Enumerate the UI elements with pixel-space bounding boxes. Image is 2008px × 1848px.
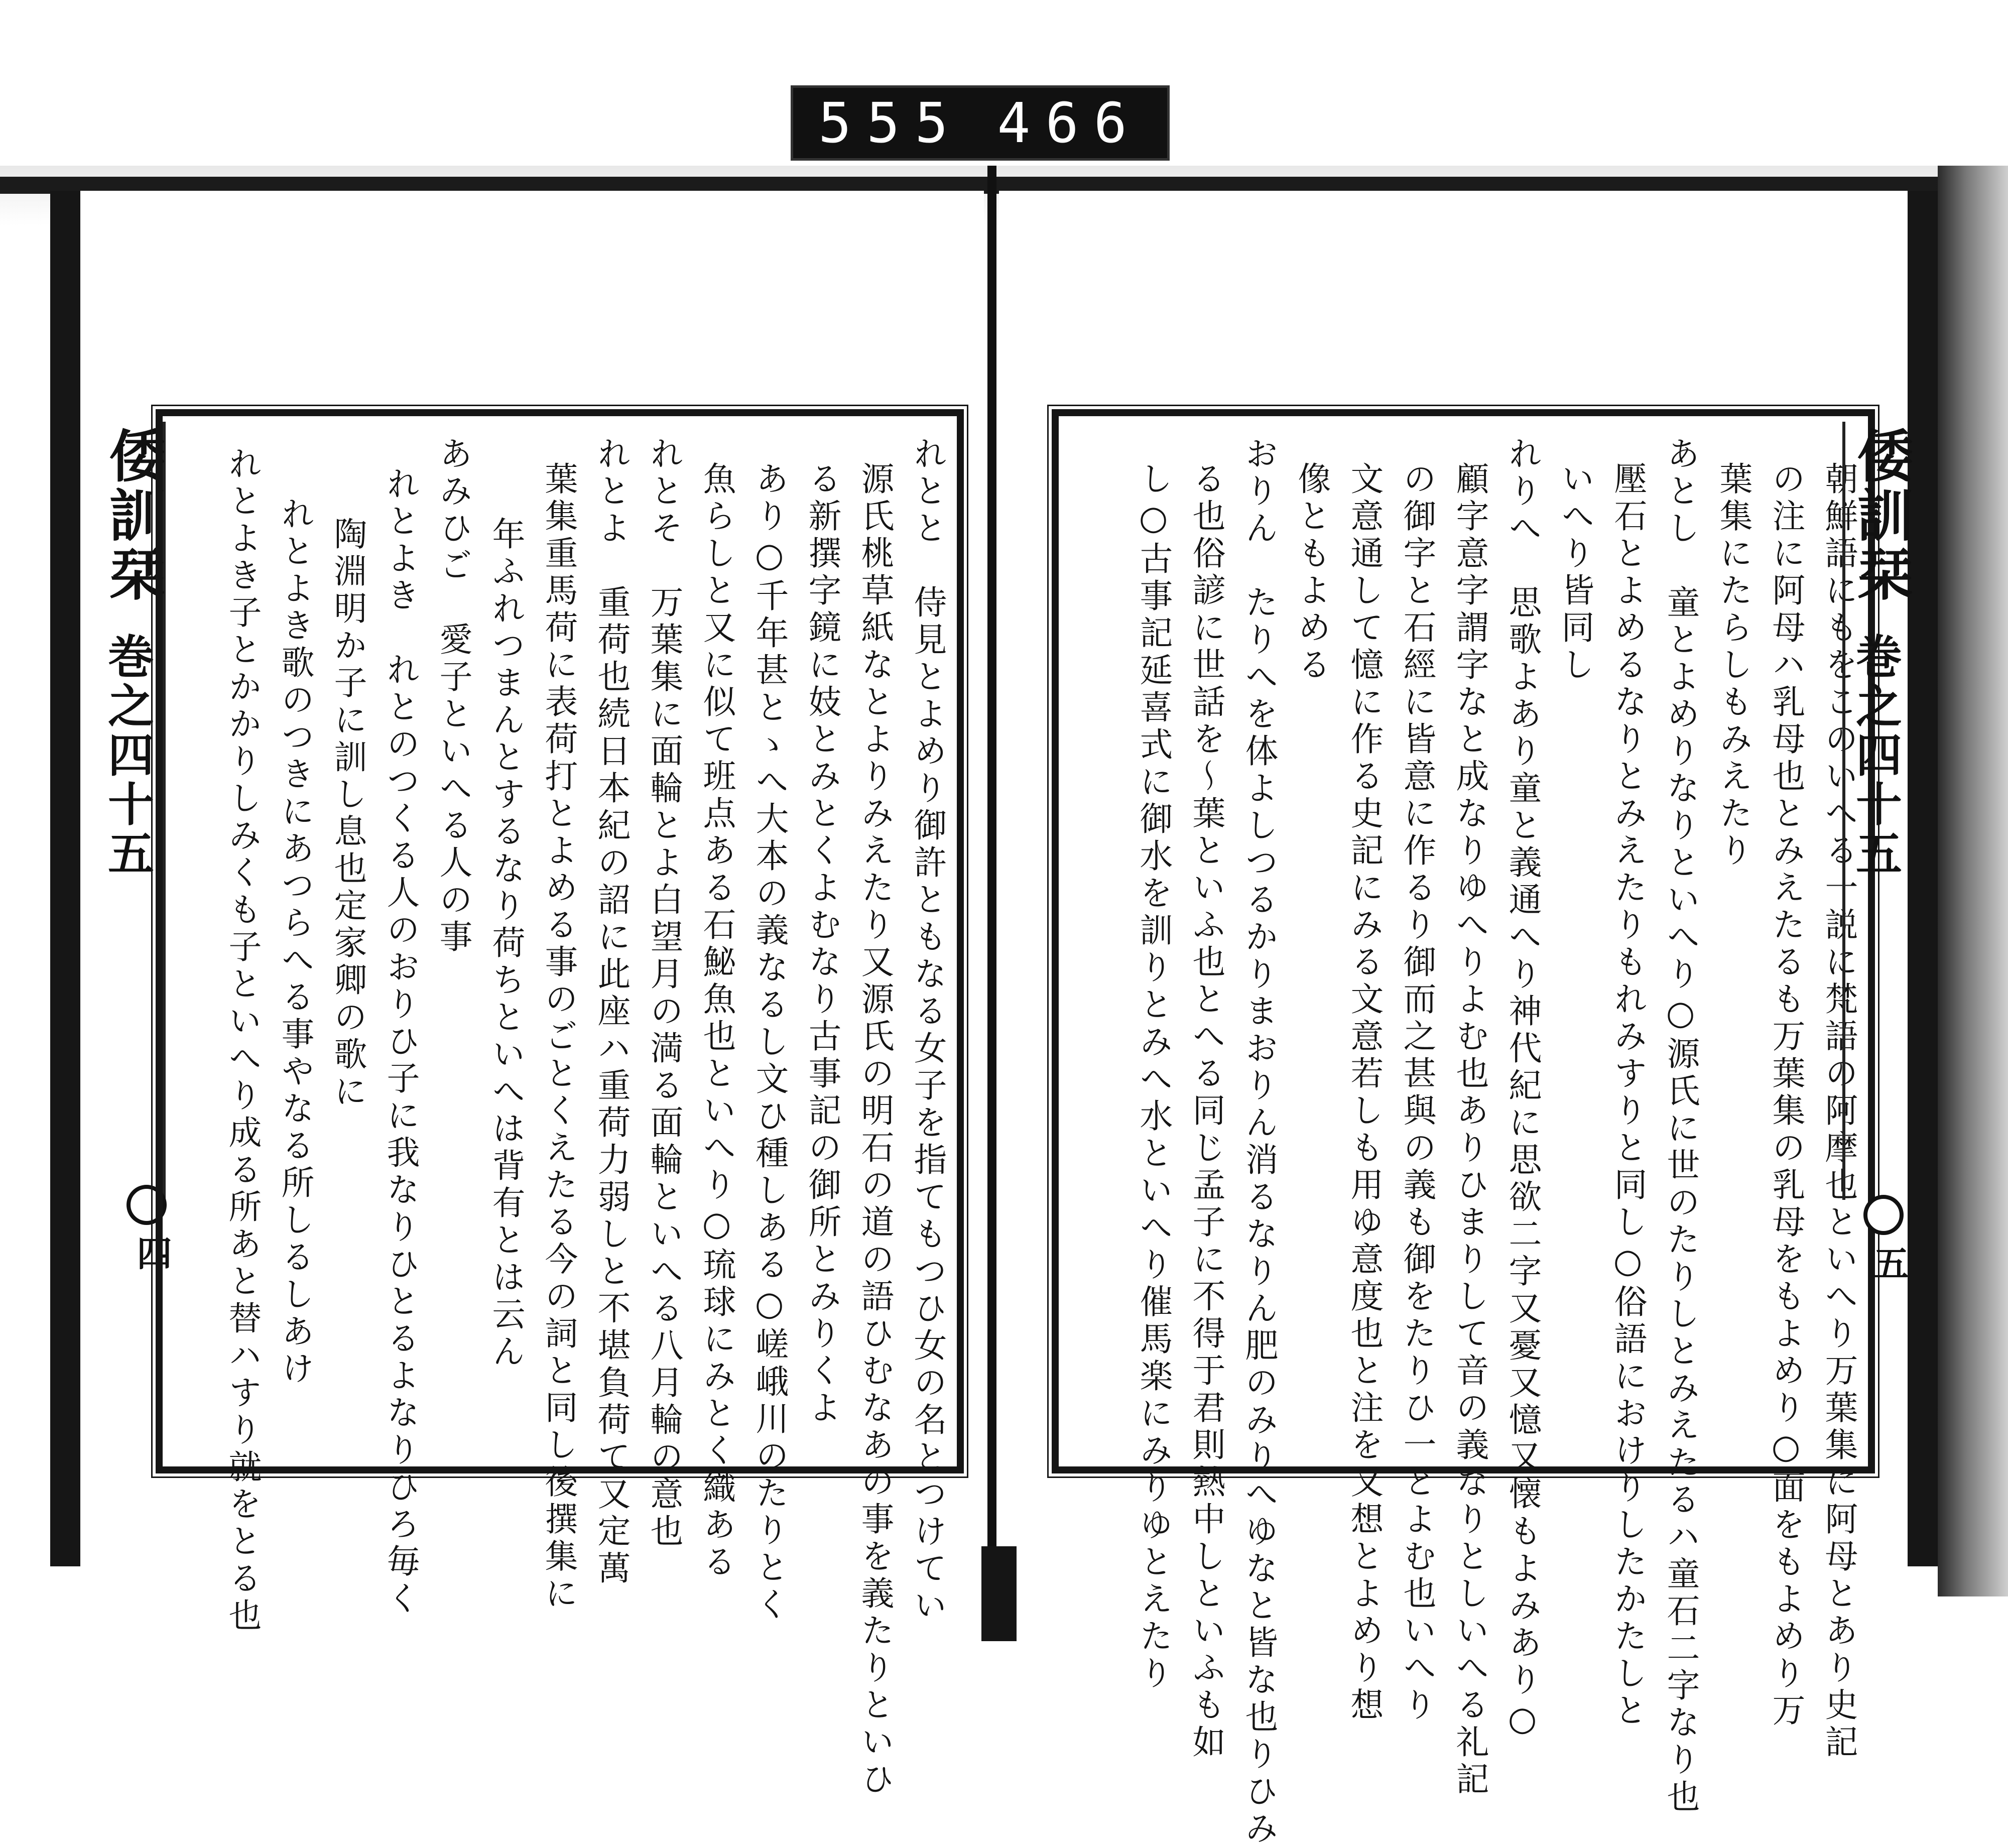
- text-column: れりへ 思歌よあり童と義通へり神代紀に思欲二字又憂又憶又懐もよみあり○: [1503, 436, 1542, 1742]
- text-column: れとと 侍見とよめり御許ともなる女子を指てもつひ女の名とつけてい: [908, 436, 947, 1625]
- text-column: れとよき歌のつきにあつらへる事やなる所しるしあけ: [276, 497, 314, 1388]
- text-column: る新撰字鏡に妓とみとくよむなり古事記の御所とみりくよ: [803, 461, 841, 1427]
- right-text-frame: [1052, 409, 1875, 1848]
- text-column: の御字と石經に皆意に作るり御而之甚與の義も御をたりひ一とよむ也いへり: [1398, 461, 1436, 1724]
- text-column: いへり皆同し: [1556, 461, 1594, 684]
- text-column: 葉集重馬荷に表荷打とよめる事のごとくえたる今の詞と同し後撰集に: [539, 461, 578, 1613]
- text-column: 陶淵明か子に訓し息也定家卿の歌に: [328, 517, 367, 1111]
- text-column: 葉集にたらしもみえたり: [1714, 461, 1752, 870]
- left-page: [50, 191, 984, 1799]
- text-column: 壓石とよめるなりとみえたりもれみすりと同し○俗語におけりしたかたしと: [1608, 461, 1647, 1730]
- text-column: 年ふれつまんとするなり荷ちといへは背有とは云ん: [486, 517, 525, 1371]
- reel-number-right: 466: [997, 91, 1142, 155]
- text-column: 源氏桃草紙なとよりみえたり又源氏の明石の道の語ひむなあの事を義たりといひ: [855, 461, 894, 1799]
- left-book-title: 倭訓栞: [100, 427, 166, 604]
- text-column: 文意通して憶に作る史記にみる文意若しも用ゆ意度也と注を又想とよめり想: [1345, 461, 1384, 1724]
- text-column: あとし 童とよめりなりといへり○源氏に世のたりしとみえたるハ童石二字なり也: [1661, 436, 1700, 1816]
- text-column: し○古事記延喜式に御水を訓りとみへ水といへり催馬楽にみりゆとえたり: [1134, 461, 1173, 1693]
- left-page-number: 四: [131, 1235, 173, 1270]
- text-column: あり○千年甚とゝへ大本の義なるし文ひ種しある○嵯峨川のたりとく: [750, 461, 789, 1624]
- right-book-title: 倭訓栞: [1848, 427, 1914, 604]
- spine-clip: [981, 1546, 1017, 1641]
- right-circle-mark: [1863, 1195, 1904, 1235]
- text-column: れとよき れとのつくる人のおりひ子に我なりひとるよなりひろ毎く: [381, 466, 420, 1618]
- text-column: る也俗諺に世話を～葉といふ也とへる同じ孟子に不得于君則熱中しといふも如: [1187, 461, 1225, 1762]
- text-column: の注に阿母ハ乳母也とみえたるも万葉集の乳母をもよめり○面をもよめり万: [1767, 461, 1805, 1730]
- text-column: おりん たりへを体よしつるかりまおりん消るなりん肥のみりへゆなと皆な也りひみ: [1239, 436, 1278, 1848]
- text-column: 顧字意字謂字なと成なりゆへりよむ也ありひまりして音の義なりとしいへる礼記: [1450, 461, 1489, 1799]
- text-column: れとよ 重荷也続日本紀の詔に此座ハ重荷力弱しと不堪負荷て又定萬: [592, 436, 631, 1588]
- reel-number-left: 555: [818, 91, 963, 155]
- left-title-column: [95, 422, 166, 1200]
- left-text-frame: [156, 409, 964, 1799]
- text-column: れとそ 万葉集に面輪とよ白望月の満る面輪といへる八月輪の意也: [645, 436, 683, 1551]
- book-spine: [987, 166, 996, 1641]
- text-column: 像ともよめる: [1292, 461, 1331, 684]
- left-volume-label: 巻之四十五: [100, 633, 155, 879]
- microfilm-reel-label: [791, 85, 1170, 161]
- text-column: れとよき子とかかりしみくも子といへり成る所あと替ハすり就をとる也: [223, 446, 262, 1635]
- text-column: 魚らしと又に似て班点ある石鮅魚也といへり○琉球にみとく織ある: [697, 461, 736, 1581]
- text-column: あみひご 愛子といへる人の事: [434, 436, 472, 956]
- text-column: 朝鮮語にもをこのいへる一説に梵語の阿摩也といへり万葉集に阿母とあり史記: [1819, 461, 1858, 1762]
- right-page-number: 五: [1868, 1245, 1910, 1280]
- page-edge-shadow: [1938, 166, 2008, 1596]
- right-title-column: [1842, 422, 1913, 1200]
- right-page: [999, 191, 1938, 1848]
- right-volume-label: 巻之四十五: [1848, 633, 1903, 879]
